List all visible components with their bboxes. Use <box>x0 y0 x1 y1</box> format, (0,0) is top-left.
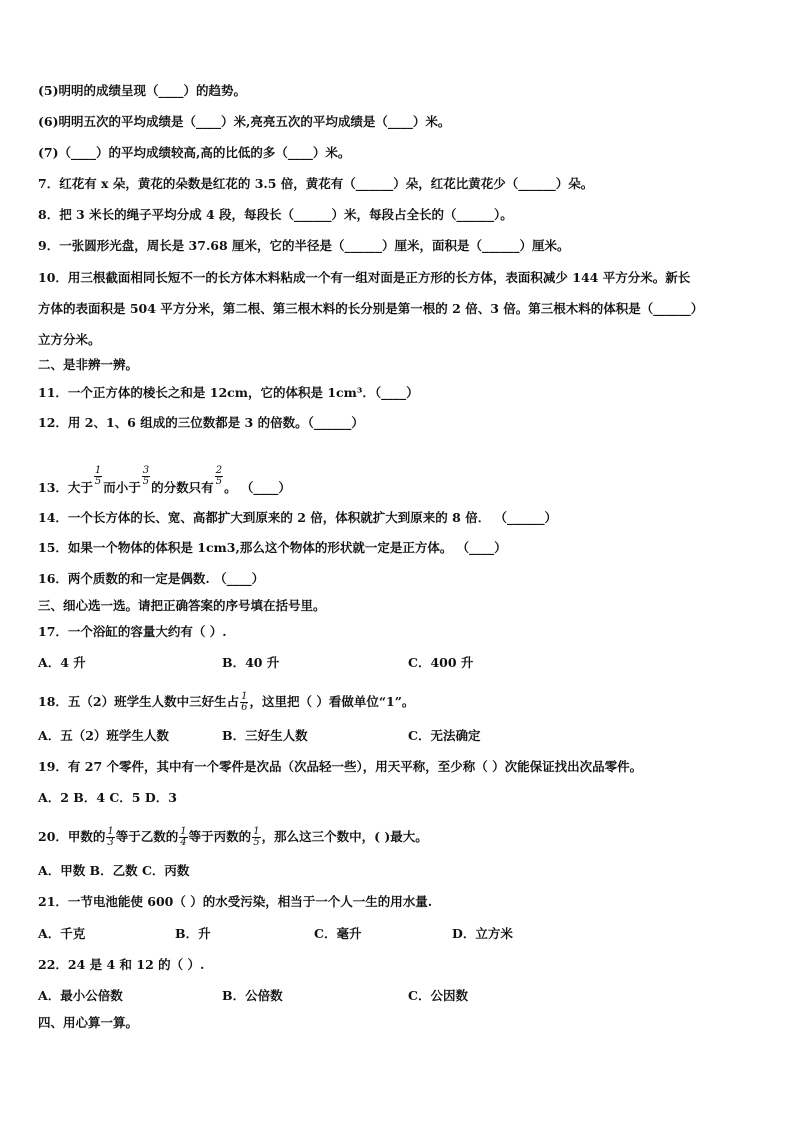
question-21-options <box>38 926 513 942</box>
question-17-options <box>38 655 473 671</box>
option-c: C．400 升 <box>408 655 474 670</box>
question-6-sub: (6)明明五次的平均成绩是（____）米,亮亮五次的平均成绩是（____）米。 <box>38 114 451 129</box>
q20-text-c: 等于丙数的 <box>188 829 252 844</box>
question-22: 22．24 是 4 和 12 的（ ）. <box>38 957 205 972</box>
option-a: A．4 升 <box>38 655 86 670</box>
fraction-1-5: $\frac{1}{5}$ <box>94 465 102 487</box>
question-21: 21．一节电池能使 600（ ）的水受污染，相当于一个人一生的用水量. <box>38 894 433 909</box>
section-3-heading: 三、细心选一选。请把正确答案的序号填在括号里。 <box>38 598 326 613</box>
question-10-line1: 10．用三根截面相同长短不一的长方体木料粘成一个有一组对面是正方形的长方体，表面积减少 144 平方分米。新长 <box>38 270 691 285</box>
question-20 <box>38 827 428 848</box>
option-b: B．升 <box>175 926 211 941</box>
option-a: A．千克 <box>38 926 86 941</box>
option-c: C．无法确定 <box>408 728 481 743</box>
question-19: 19．有 27 个零件，其中有一个零件是次品（次品轻一些），用天平称，至少称（ ）次能保证找出次品零件。 <box>38 759 643 774</box>
option-a: A．五（2）班学生人数 <box>38 728 169 743</box>
q13-text-a: 13．大于 <box>38 480 93 495</box>
question-5-sub: (5)明明的成绩呈现（____）的趋势。 <box>38 83 247 98</box>
option-b: B．三好生人数 <box>222 728 308 743</box>
question-19-options: A．2 B．4 C．5 D．3 <box>38 790 177 805</box>
fraction-1-6: $\frac{1}{6}$ <box>241 691 248 713</box>
option-b: B．公倍数 <box>222 988 283 1003</box>
option-c: C．毫升 <box>314 926 362 941</box>
question-11: 11．一个正方体的棱长之和是 12cm，它的体积是 1cm³．（____） <box>38 385 419 400</box>
q20-text-d: ，那么这三个数中，( )最大。 <box>261 829 428 844</box>
q18-text-b: ，这里把（ ）看做单位“1”。 <box>249 694 415 709</box>
option-a: A．最小公倍数 <box>38 988 123 1003</box>
question-14: 14．一个长方体的长、宽、高都扩大到原来的 2 倍，体积就扩大到原来的 8 倍． （______） <box>38 510 558 525</box>
question-8: 8．把 3 米长的绳子平均分成 4 段，每段长（______）米，每段占全长的（______）。 <box>38 207 513 222</box>
question-12: 12．用 2、1、6 组成的三位数都是 3 的倍数。（______） <box>38 415 364 430</box>
question-7: 7．红花有 x 朵，黄花的朵数是红花的 3.5 倍，黄花有（______）朵，红花比黄花少（______）朵。 <box>38 176 594 191</box>
question-20-options: A．甲数 B．乙数 C．丙数 <box>38 863 190 878</box>
question-10-line2: 方体的表面积是 504 平方分米，第二根、第三根木料的长分别是第一根的 2 倍、3 倍。第三根木料的体积是（______） <box>38 301 704 316</box>
question-15: 15．如果一个物体的体积是 1cm3,那么这个物体的形状就一定是正方体。 （____） <box>38 540 507 555</box>
option-d: D．立方米 <box>452 926 513 941</box>
section-4-heading: 四、用心算一算。 <box>38 1015 139 1030</box>
fraction-3-5: $\frac{3}{5}$ <box>142 465 150 487</box>
question-17: 17．一个浴缸的容量大约有（ ）. <box>38 624 227 639</box>
question-9: 9．一张圆形光盘，周长是 37.68 厘米，它的半径是（______）厘米，面积是（______）厘米。 <box>38 238 570 253</box>
question-18-options <box>38 728 480 744</box>
fraction-2-5: $\frac{2}{5}$ <box>215 465 223 487</box>
question-22-options <box>38 988 468 1004</box>
q20-text-a: 20．甲数的 <box>38 829 106 844</box>
fraction-1-4: $\frac{1}{4}$ <box>180 826 187 848</box>
q13-text-d: 。 （____） <box>224 480 291 495</box>
q18-text-a: 18．五（2）班学生人数中三好生占 <box>38 694 240 709</box>
section-2-heading: 二、是非辨一辨。 <box>38 357 139 372</box>
q13-text-b: 而小于 <box>103 480 141 495</box>
fraction-1-3: $\frac{1}{3}$ <box>107 826 114 848</box>
question-10-line3: 立方分米。 <box>38 332 101 347</box>
question-7-sub: (7)（____）的平均成绩较高,高的比低的多（____）米。 <box>38 145 351 160</box>
fraction-1-5: $\frac{1}{5}$ <box>253 826 260 848</box>
q13-text-c: 的分数只有 <box>151 480 214 495</box>
option-b: B．40 升 <box>222 655 280 670</box>
question-13 <box>38 466 291 496</box>
question-18 <box>38 692 414 713</box>
question-16: 16．两个质数的和一定是偶数. （____） <box>38 571 265 586</box>
option-c: C．公因数 <box>408 988 468 1003</box>
q20-text-b: 等于乙数的 <box>115 829 179 844</box>
